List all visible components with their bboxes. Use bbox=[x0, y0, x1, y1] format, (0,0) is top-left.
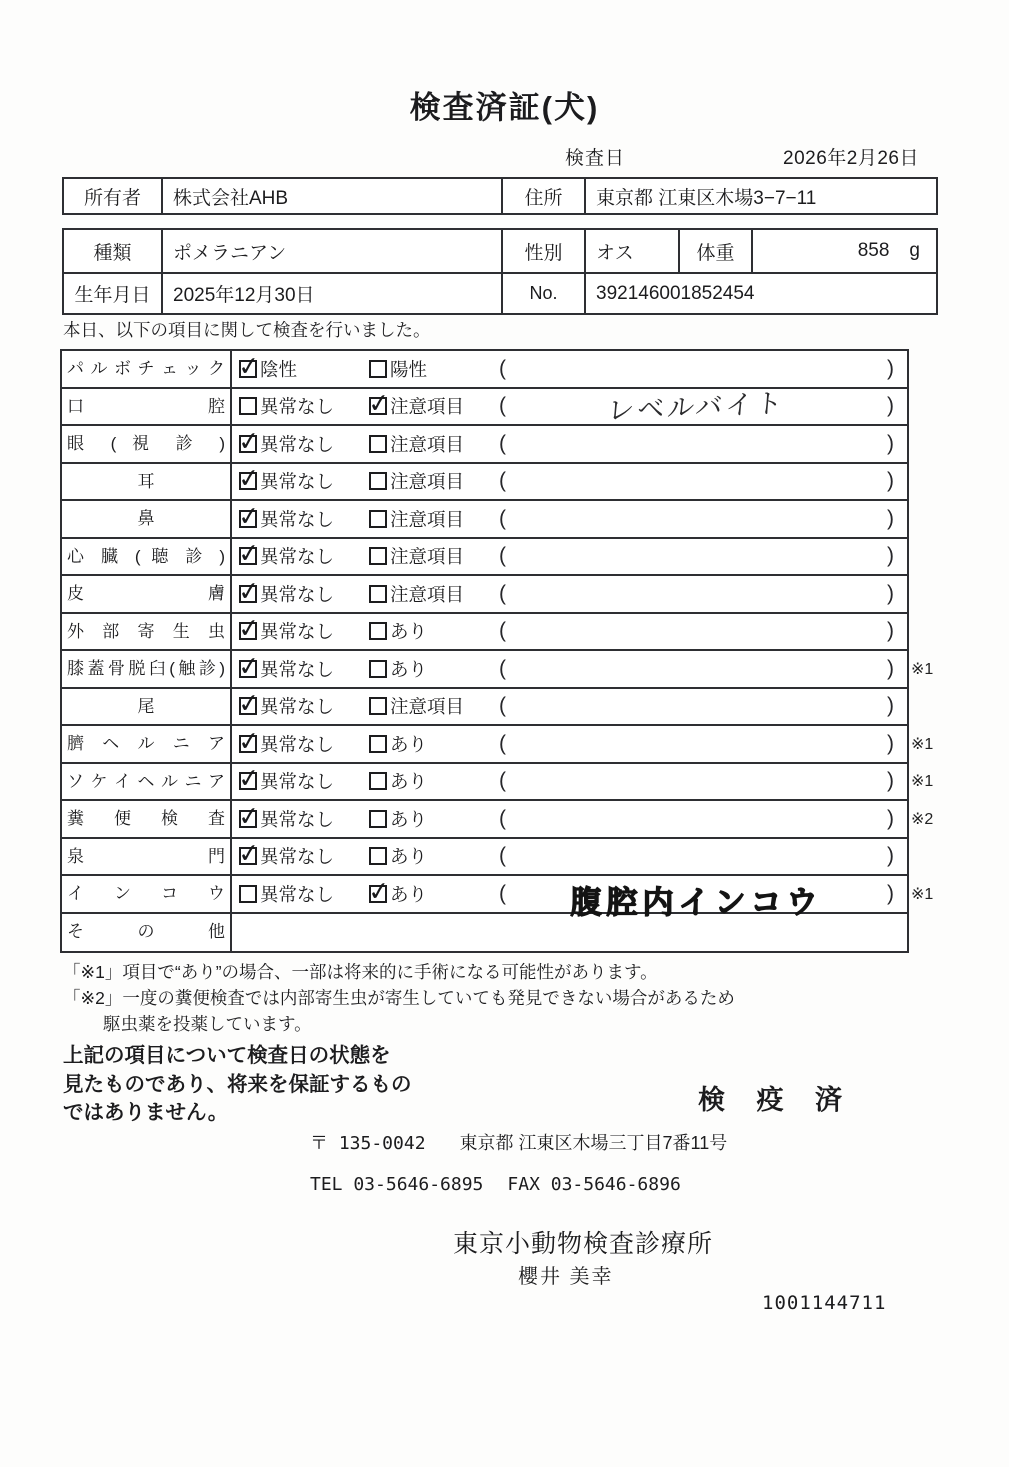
checkbox-icon bbox=[239, 510, 257, 528]
exam-options bbox=[232, 393, 499, 419]
footnotes bbox=[63, 959, 735, 1037]
pet-table bbox=[62, 228, 938, 315]
close-paren: ) bbox=[887, 431, 894, 455]
exam-option-1 bbox=[239, 843, 369, 869]
footnote-line: 駆虫薬を投薬しています。 bbox=[103, 1014, 312, 1034]
exam-row-label: 眼 ( 視 診 ) bbox=[62, 426, 232, 462]
checkbox-icon bbox=[369, 735, 387, 753]
exam-row bbox=[62, 764, 934, 802]
open-paren: ( bbox=[499, 581, 506, 605]
close-paren: ) bbox=[887, 356, 894, 380]
checkbox-icon bbox=[369, 435, 387, 453]
exam-note-area bbox=[499, 651, 907, 687]
checkbox-icon bbox=[369, 360, 387, 378]
intro-text: 本日、以下の項目に関して検査を行いました。 bbox=[63, 320, 431, 340]
exam-option-label: 異常なし bbox=[260, 546, 335, 568]
exam-option-1 bbox=[239, 881, 369, 907]
footnote-line: 「※1」項目で“あり”の場合、一部は将来的に手術になる可能性があります。 bbox=[63, 962, 658, 982]
exam-option-label: 異常なし bbox=[260, 583, 335, 605]
clinic-postal-line bbox=[310, 1129, 727, 1155]
weight-cell bbox=[753, 230, 936, 272]
close-paren: ) bbox=[887, 581, 894, 605]
exam-row-label: 泉 門 bbox=[62, 839, 232, 875]
disclaimer-line: 上記の項目について検査日の状態を bbox=[63, 1044, 391, 1067]
breed-label: 種類 bbox=[64, 230, 163, 272]
exam-option-label: あり bbox=[390, 808, 428, 830]
sex-label: 性別 bbox=[503, 230, 586, 272]
exam-row bbox=[62, 689, 907, 727]
checkbox-icon bbox=[369, 510, 387, 528]
exam-row bbox=[62, 539, 907, 577]
exam-option-label: あり bbox=[390, 771, 428, 793]
checkbox-icon bbox=[369, 472, 387, 490]
exam-row bbox=[62, 651, 934, 689]
ref-mark: ※1 bbox=[911, 773, 934, 791]
close-paren: ) bbox=[887, 806, 894, 830]
exam-option-label: 注意項目 bbox=[390, 433, 465, 455]
postal-code: 〒 135-0042 bbox=[310, 1133, 426, 1154]
exam-row-label: 口 腔 bbox=[62, 389, 232, 425]
checkbox-icon bbox=[239, 847, 257, 865]
checkbox-icon bbox=[239, 547, 257, 565]
exam-row bbox=[62, 876, 934, 921]
exam-option-1 bbox=[239, 431, 369, 457]
exam-option-label: 異常なし bbox=[260, 621, 335, 643]
exam-row-label: 尾 bbox=[62, 689, 232, 725]
exam-options bbox=[232, 618, 499, 644]
checkbox-icon bbox=[239, 735, 257, 753]
exam-note-area bbox=[499, 614, 907, 650]
exam-option-label: 異常なし bbox=[260, 471, 335, 493]
exam-option-label: 注意項目 bbox=[390, 396, 465, 418]
open-paren: ( bbox=[499, 731, 506, 755]
open-paren: ( bbox=[499, 544, 506, 568]
close-paren: ) bbox=[887, 469, 894, 493]
checkbox-icon bbox=[239, 697, 257, 715]
clinic-tel: TEL 03-5646-6895 bbox=[310, 1174, 484, 1195]
exam-table bbox=[60, 349, 934, 953]
exam-option-1 bbox=[239, 393, 369, 419]
exam-row-label: 臍 ヘ ル ニ ア bbox=[62, 726, 232, 762]
close-paren: ) bbox=[887, 769, 894, 793]
exam-row-label: そ の 他 bbox=[62, 914, 232, 952]
exam-option-label: 異常なし bbox=[260, 808, 335, 830]
exam-option-1 bbox=[239, 731, 369, 757]
exam-option-label: 異常なし bbox=[260, 733, 335, 755]
exam-option-1 bbox=[239, 656, 369, 682]
exam-option-2 bbox=[369, 843, 499, 869]
exam-option-label: 注意項目 bbox=[390, 696, 465, 718]
checkbox-icon bbox=[239, 885, 257, 903]
open-paren: ( bbox=[499, 806, 506, 830]
exam-option-label: 注意項目 bbox=[390, 471, 465, 493]
exam-option-label: 異常なし bbox=[260, 771, 335, 793]
close-paren: ) bbox=[887, 394, 894, 418]
exam-option-label: 異常なし bbox=[260, 696, 335, 718]
exam-option-1 bbox=[239, 768, 369, 794]
exam-option-2 bbox=[369, 731, 499, 757]
checkbox-icon bbox=[239, 622, 257, 640]
exam-option-label: 異常なし bbox=[260, 508, 335, 530]
no-label: No. bbox=[503, 274, 586, 313]
exam-options bbox=[232, 806, 499, 832]
close-paren: ) bbox=[887, 844, 894, 868]
open-paren: ( bbox=[499, 619, 506, 643]
clinic-fax: FAX 03-5646-6896 bbox=[507, 1174, 681, 1195]
ref-mark: ※2 bbox=[911, 810, 934, 828]
pet-row-birth bbox=[64, 274, 936, 313]
exam-row-label: パ ル ボ チ ェ ッ ク bbox=[62, 351, 232, 387]
exam-option-label: 異常なし bbox=[260, 396, 335, 418]
exam-row bbox=[62, 576, 907, 614]
checkbox-icon bbox=[239, 397, 257, 415]
exam-option-label: 異常なし bbox=[260, 846, 335, 868]
exam-note-area bbox=[499, 689, 907, 725]
vet-name: 櫻井 美幸 bbox=[518, 1266, 614, 1288]
certificate-title: 検査済証(犬) bbox=[409, 90, 600, 125]
disclaimer-line: ではありません。 bbox=[63, 1101, 229, 1124]
checkbox-icon bbox=[239, 810, 257, 828]
close-paren: ) bbox=[887, 619, 894, 643]
exam-options bbox=[232, 356, 499, 382]
open-paren: ( bbox=[499, 356, 506, 380]
exam-note-area bbox=[499, 464, 907, 500]
exam-note-area bbox=[499, 426, 907, 462]
checkbox-icon bbox=[369, 585, 387, 603]
exam-option-2 bbox=[369, 543, 499, 569]
checkbox-icon bbox=[369, 622, 387, 640]
exam-option-label: 異常なし bbox=[260, 658, 335, 680]
exam-option-2 bbox=[369, 581, 499, 607]
birth-value: 2025年12月30日 bbox=[163, 274, 503, 313]
exam-note-area bbox=[499, 876, 907, 921]
exam-option-1 bbox=[239, 581, 369, 607]
exam-option-label: あり bbox=[390, 883, 428, 905]
exam-options bbox=[232, 581, 499, 607]
checkbox-icon bbox=[369, 847, 387, 865]
exam-option-label: 注意項目 bbox=[390, 583, 465, 605]
exam-options bbox=[232, 881, 499, 907]
exam-option-label: あり bbox=[390, 658, 428, 680]
exam-option-label: 注意項目 bbox=[390, 508, 465, 530]
exam-option-label: あり bbox=[390, 621, 428, 643]
exam-option-1 bbox=[239, 806, 369, 832]
open-paren: ( bbox=[499, 506, 506, 530]
exam-row-label: 鼻 bbox=[62, 501, 232, 537]
exam-note-area bbox=[499, 726, 907, 762]
exam-option-2 bbox=[369, 693, 499, 719]
exam-row bbox=[62, 726, 934, 764]
exam-note-area bbox=[499, 576, 907, 612]
exam-note-area bbox=[499, 839, 907, 875]
exam-option-1 bbox=[239, 506, 369, 532]
exam-option-label: あり bbox=[390, 733, 428, 755]
disclaimer bbox=[63, 1042, 412, 1128]
owner-table bbox=[62, 177, 938, 215]
exam-option-2 bbox=[369, 656, 499, 682]
exam-options bbox=[232, 768, 499, 794]
quarantine-stamp: 検 疫 済 bbox=[698, 1085, 855, 1115]
exam-row bbox=[62, 801, 934, 839]
exam-options bbox=[232, 843, 499, 869]
close-paren: ) bbox=[887, 731, 894, 755]
exam-row-label: 外 部 寄 生 虫 bbox=[62, 614, 232, 650]
exam-option-1 bbox=[239, 543, 369, 569]
sex-value: オス bbox=[586, 230, 680, 272]
exam-row bbox=[62, 614, 907, 652]
exam-option-2 bbox=[369, 356, 499, 382]
checkbox-icon bbox=[369, 397, 387, 415]
exam-options bbox=[232, 693, 499, 719]
exam-option-1 bbox=[239, 468, 369, 494]
exam-row bbox=[62, 501, 907, 539]
exam-option-2 bbox=[369, 806, 499, 832]
exam-note-area bbox=[499, 539, 907, 575]
checkbox-icon bbox=[239, 360, 257, 378]
exam-row bbox=[62, 426, 907, 464]
open-paren: ( bbox=[499, 656, 506, 680]
close-paren: ) bbox=[887, 544, 894, 568]
open-paren: ( bbox=[499, 844, 506, 868]
exam-options bbox=[232, 656, 499, 682]
birth-label: 生年月日 bbox=[64, 274, 163, 313]
checkbox-icon bbox=[239, 660, 257, 678]
close-paren: ) bbox=[887, 656, 894, 680]
checkbox-icon bbox=[369, 772, 387, 790]
checkbox-icon bbox=[239, 772, 257, 790]
exam-note-area bbox=[499, 801, 907, 837]
checkbox-icon bbox=[369, 885, 387, 903]
open-paren: ( bbox=[499, 769, 506, 793]
exam-row-label: イ ン コ ウ bbox=[62, 876, 232, 912]
checkbox-icon bbox=[369, 547, 387, 565]
ref-mark: ※1 bbox=[911, 885, 934, 903]
weight-label: 体重 bbox=[680, 230, 753, 272]
exam-note-area bbox=[499, 501, 907, 537]
no-value: 392146001852454 bbox=[596, 282, 755, 304]
exam-option-2 bbox=[369, 393, 499, 419]
exam-row-label: ソ ケ イ ヘ ル ニ ア bbox=[62, 764, 232, 800]
exam-row-label: 耳 bbox=[62, 464, 232, 500]
exam-row-label: 糞 便 検 査 bbox=[62, 801, 232, 837]
clinic-telfax-line bbox=[310, 1174, 681, 1195]
footnote-line: 「※2」一度の糞便検査では内部寄生虫が寄生していても発見できない場合があるため bbox=[63, 988, 735, 1008]
exam-option-label: 異常なし bbox=[260, 433, 335, 455]
exam-option-label: 陰性 bbox=[260, 358, 298, 380]
exam-options bbox=[232, 731, 499, 757]
owner-label: 所有者 bbox=[64, 179, 163, 213]
exam-row bbox=[62, 839, 907, 877]
exam-note-area bbox=[499, 764, 907, 800]
checkbox-icon bbox=[239, 472, 257, 490]
exam-option-1 bbox=[239, 356, 369, 382]
ref-mark: ※1 bbox=[911, 735, 934, 753]
checkbox-icon bbox=[239, 435, 257, 453]
exam-options bbox=[232, 431, 499, 457]
ref-mark: ※1 bbox=[911, 660, 934, 678]
pet-row-breed bbox=[64, 230, 936, 274]
checkbox-icon bbox=[239, 585, 257, 603]
exam-option-label: 注意項目 bbox=[390, 546, 465, 568]
exam-row bbox=[62, 464, 907, 502]
exam-row-label: 皮 膚 bbox=[62, 576, 232, 612]
open-paren: ( bbox=[499, 881, 506, 905]
weight-unit: g bbox=[909, 240, 920, 261]
open-paren: ( bbox=[499, 431, 506, 455]
exam-option-2 bbox=[369, 768, 499, 794]
weight-value: 858 bbox=[857, 240, 890, 261]
exam-row-label: 膝蓋骨脱臼(触診) bbox=[62, 651, 232, 687]
exam-option-2 bbox=[369, 506, 499, 532]
exam-options bbox=[232, 506, 499, 532]
exam-note: レベルバイト bbox=[606, 387, 787, 426]
clinic-name: 東京小動物検査診療所 bbox=[453, 1230, 714, 1258]
exam-options bbox=[232, 543, 499, 569]
exam-option-label: 陽性 bbox=[390, 358, 428, 380]
exam-note-area bbox=[499, 389, 907, 425]
owner-value: 株式会社AHB bbox=[163, 179, 503, 213]
close-paren: ) bbox=[887, 506, 894, 530]
close-paren: ) bbox=[887, 694, 894, 718]
doc-code: 1001144711 bbox=[762, 1292, 887, 1314]
exam-row bbox=[62, 389, 907, 427]
checkbox-icon bbox=[369, 660, 387, 678]
exam-option-1 bbox=[239, 618, 369, 644]
exam-option-2 bbox=[369, 881, 499, 907]
checkbox-icon bbox=[369, 810, 387, 828]
open-paren: ( bbox=[499, 469, 506, 493]
exam-option-2 bbox=[369, 468, 499, 494]
exam-option-2 bbox=[369, 431, 499, 457]
exam-option-label: 異常なし bbox=[260, 883, 335, 905]
exam-option-1 bbox=[239, 693, 369, 719]
address-value: 東京都 江東区木場3−7−11 bbox=[596, 187, 817, 209]
exam-note: 腹腔内インコウ bbox=[570, 885, 823, 921]
close-paren: ) bbox=[887, 881, 894, 905]
address-label: 住所 bbox=[503, 179, 586, 213]
exam-options bbox=[232, 468, 499, 494]
exam-option-2 bbox=[369, 618, 499, 644]
open-paren: ( bbox=[499, 394, 506, 418]
checkbox-icon bbox=[369, 697, 387, 715]
exam-row-label: 心 臓 ( 聴 診 ) bbox=[62, 539, 232, 575]
breed-value: ポメラニアン bbox=[163, 230, 503, 272]
inspection-date-label: 検査日 bbox=[565, 148, 626, 169]
inspection-date-value: 2026年2月26日 bbox=[783, 148, 919, 169]
exam-option-label: あり bbox=[390, 846, 428, 868]
disclaimer-line: 見たものであり、将来を保証するもの bbox=[63, 1072, 412, 1096]
clinic-address: 東京都 江東区木場三丁目7番11号 bbox=[459, 1133, 728, 1153]
open-paren: ( bbox=[499, 694, 506, 718]
